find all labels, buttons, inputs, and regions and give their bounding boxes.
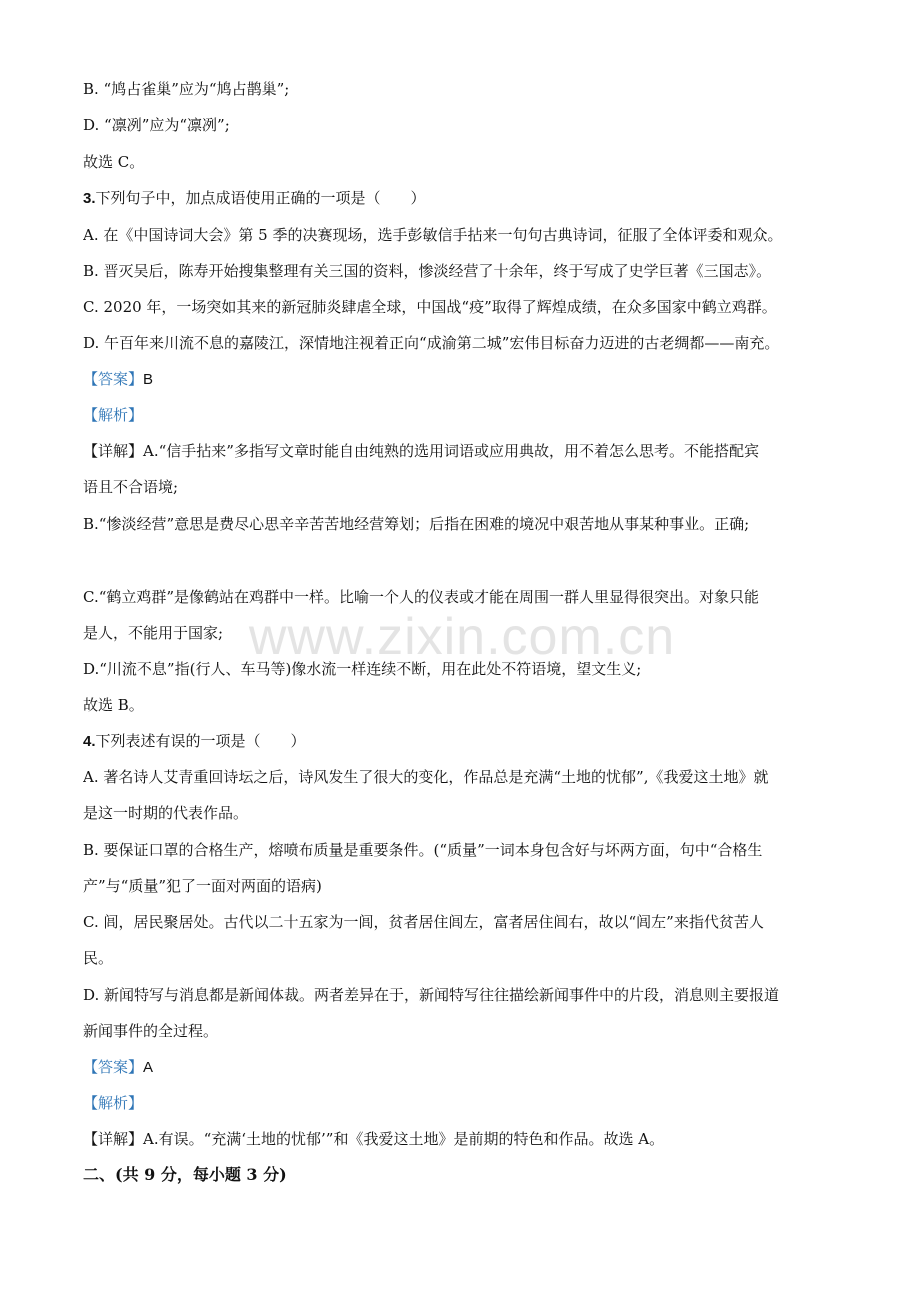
detail-line: 是人，不能用于国家; [83,624,224,642]
option-b: B. 要保证口罩的合格生产，熔喷布质量是重要条件。(“质量”一词本身包含好与坏两方面，句中“合格生 [83,841,763,859]
analysis-tag: 【解析】 [83,1094,144,1112]
option-c: C. 闾，居民聚居处。古代以二十五家为一闾，贫者居住闾左，富者居住闾右，故以“闾左”来指代贫苦人 [83,913,764,931]
answer-line [83,1057,853,1078]
question-number: 4. [83,733,96,750]
text-line: D. “凛冽”应为“凛冽”; [83,116,230,134]
answer-value: A [143,1059,154,1076]
option-d: D. 午百年来川流不息的嘉陵江，深情地注视着正向“成渝第二城”宏伟目标奋力迈进的古老绸都——南充。 [83,334,780,352]
detail-line: B.“惨淡经营”意思是费尽心思辛辛苦苦地经营筹划；后指在困难的境况中艰苦地从事某种事业。正确; [83,515,750,533]
answer-value: B [143,371,154,388]
option-c-cont: 民。 [83,949,114,967]
answer-line [83,369,853,390]
text-line: B. “鸠占雀巢”应为“鸠占鹊巢”; [83,80,290,98]
option-b: B. 晋灭吴后，陈寿开始搜集整理有关三国的资料，惨淡经营了十余年，终于写成了史学巨著《三国志》。 [83,262,772,280]
watermark: www.zixin.com.cn [248,608,676,666]
option-b-cont: 产”与“质量”犯了一面对两面的语病) [83,877,322,895]
question-3-stem [83,188,853,209]
option-a: A. 著名诗人艾青重回诗坛之后，诗风发生了很大的变化，作品总是充满“土地的忧郁”,《我爱这土地》就 [83,768,769,786]
detail-line: 语且不合语境; [83,478,179,496]
detail-line: D.“川流不息”指(行人、车马等)像水流一样连续不断，用在此处不符语境，望文生义; [83,660,642,678]
question-text: 下列表述有误的一项是（ ） [95,732,306,750]
analysis-tag: 【解析】 [83,406,144,424]
answer-tag: 【答案】 [83,370,144,388]
option-a-cont: 是这一时期的代表作品。 [83,804,249,822]
section-heading: 二、(共 9 分，每小题 3 分) [83,1165,287,1184]
option-d-cont: 新闻事件的全过程。 [83,1022,219,1040]
question-number: 3. [83,190,96,207]
option-a: A. 在《中国诗词大会》第 5 季的决赛现场，选手彭敏信手拈来一句句古典诗词，征服了全体评委和观众。 [83,226,783,244]
detail-line: 【详解】A.有误。“充满‘土地的忧郁’”和《我爱这土地》是前期的特色和作品。故选 A。 [83,1130,665,1148]
question-4-stem [83,731,853,752]
detail-line: C.“鹤立鸡群”是像鹤站在鸡群中一样。比喻一个人的仪表或才能在周围一群人里显得很突出。对象只能 [83,588,760,606]
answer-tag: 【答案】 [83,1058,144,1076]
question-text: 下列句子中，加点成语使用正确的一项是（ ） [95,189,426,207]
detail-line: 故选 B。 [83,696,144,714]
text-line: 故选 C。 [83,153,145,171]
option-c: C. 2020 年，一场突如其来的新冠肺炎肆虐全球，中国战“疫”取得了辉煌成绩，在众多国家中鹤立鸡群。 [83,298,777,316]
option-d: D. 新闻特写与消息都是新闻体裁。两者差异在于，新闻特写往往描绘新闻事件中的片段，消息则主要报道 [83,986,780,1004]
detail-line: 【详解】A.“信手拈来”多指写文章时能自由纯熟的选用词语或应用典故，用不着怎么思考。不能搭配宾 [83,442,759,460]
